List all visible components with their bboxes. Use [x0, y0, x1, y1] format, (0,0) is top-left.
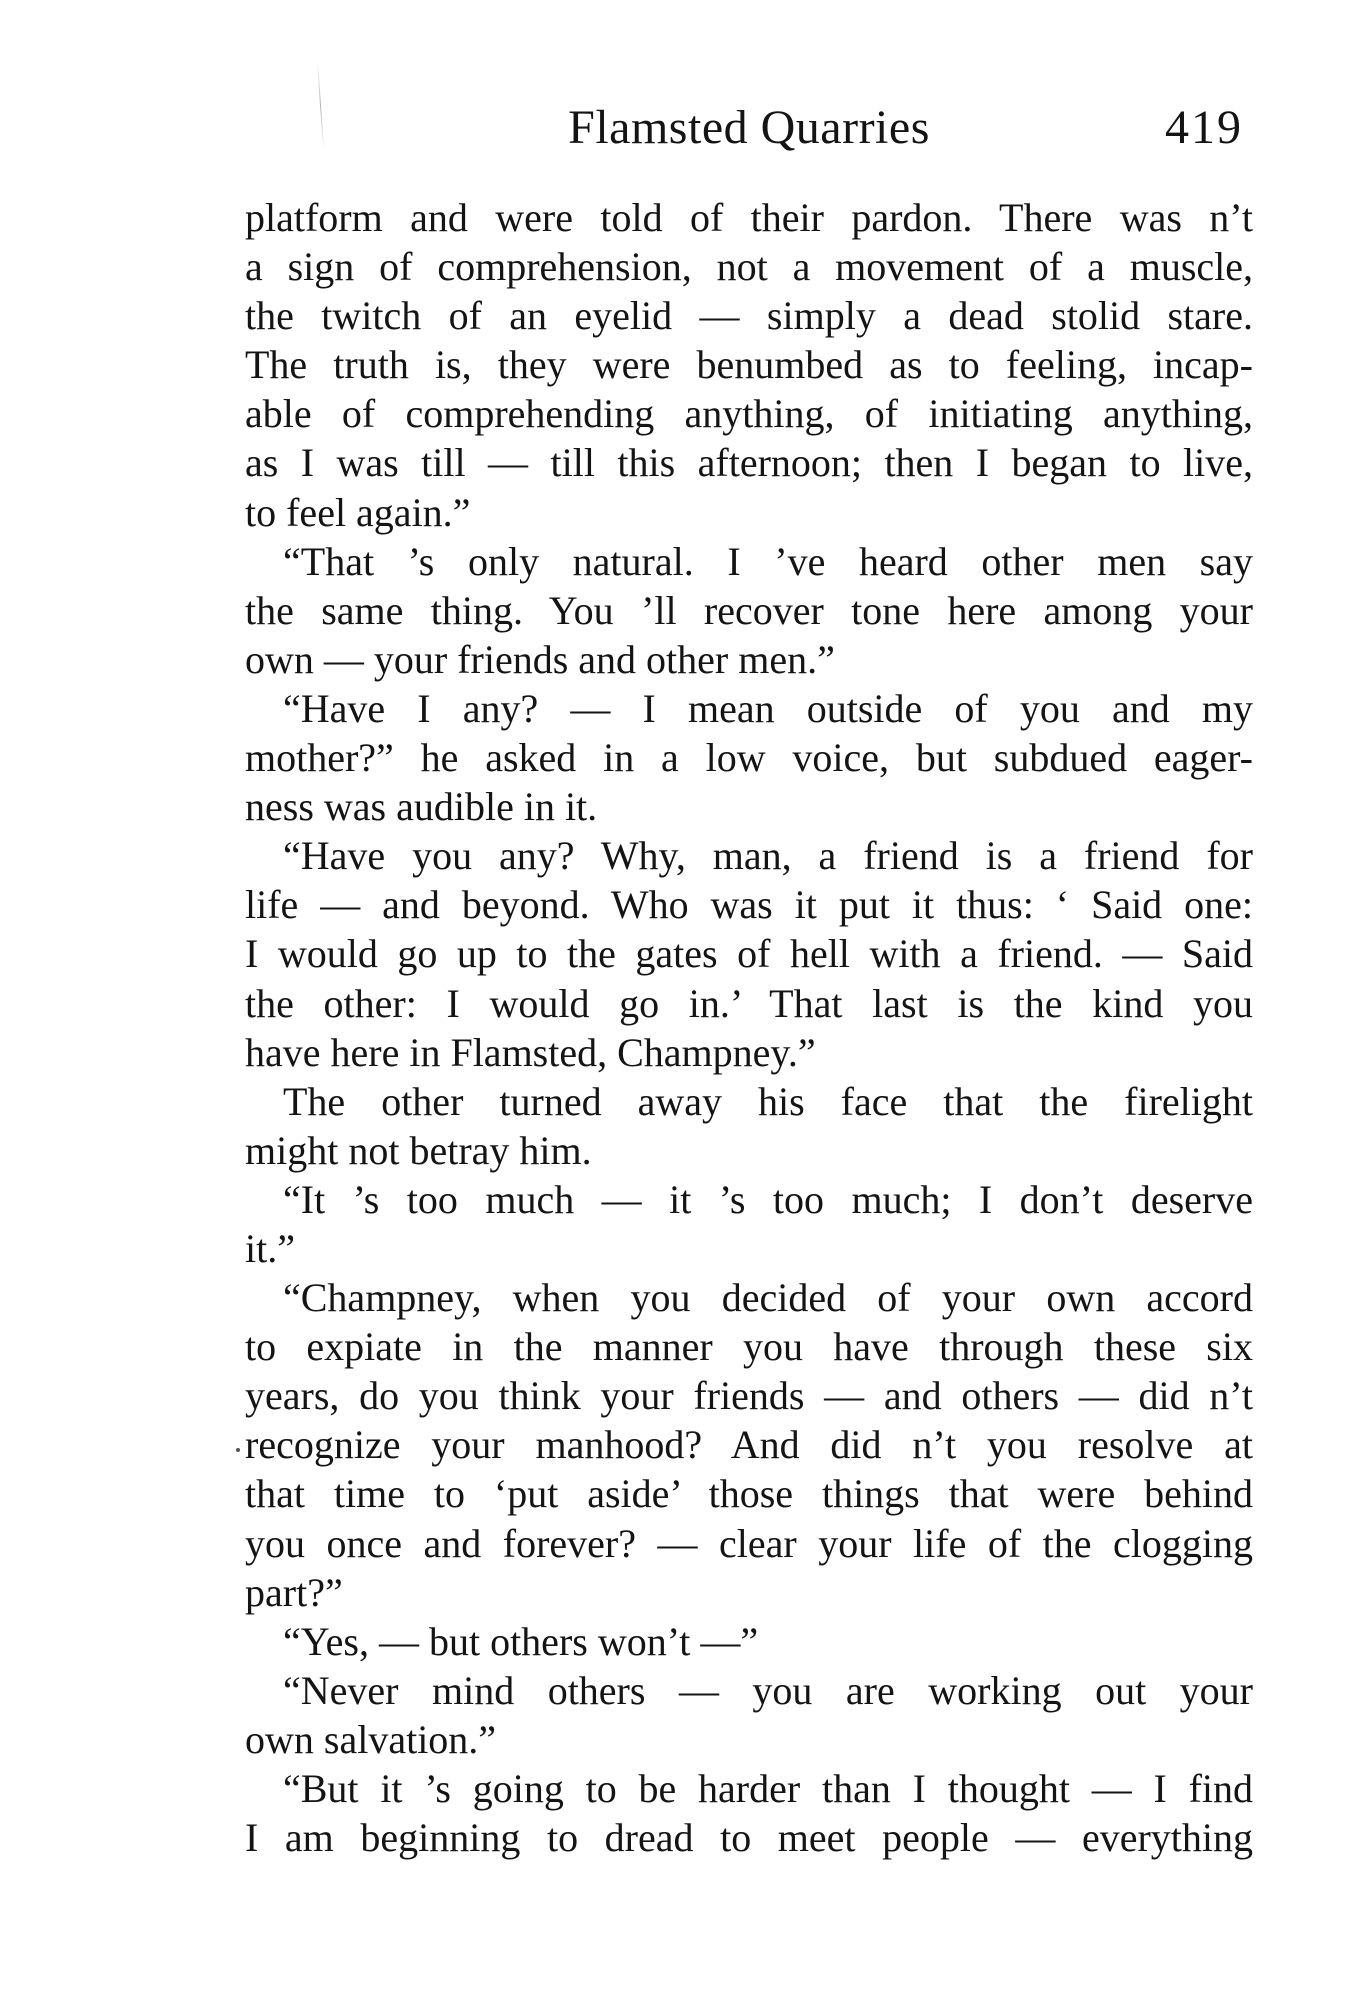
text-line: I would go up to the gates of hell with a friend. — Said — [245, 931, 1253, 977]
page-number: 419 — [1165, 101, 1243, 154]
text-line: “Have I any? — I mean outside of you and my — [283, 685, 1253, 731]
text-line: the twitch of an eyelid — simply a dead stolid stare. — [245, 293, 1253, 339]
text-line: own — your friends and other men.” — [245, 636, 835, 682]
text-line: as I was till — till this afternoon; then I began to live, — [245, 440, 1253, 486]
text-line: years, do you think your friends — and others — did n’t — [245, 1373, 1253, 1419]
text-line: you once and forever? — clear your life of the clogging — [245, 1520, 1253, 1566]
text-line: ness was audible in it. — [245, 784, 598, 830]
text-line: able of comprehending anything, of initiating anything, — [245, 391, 1253, 437]
text-line: “It ’s too much — it ’s too much; I don’t deserve — [283, 1176, 1253, 1222]
text-line: it.” — [245, 1225, 295, 1271]
text-line: to expiate in the manner you have through these six — [245, 1324, 1253, 1370]
text-line: to feel again.” — [245, 489, 471, 535]
margin-ink-dot — [236, 1448, 240, 1452]
text-line: a sign of comprehension, not a movement of a muscle, — [245, 244, 1253, 290]
text-line: “Yes, — but others won’t —” — [283, 1618, 759, 1664]
text-line: have here in Flamsted, Champney.” — [245, 1029, 816, 1075]
text-line: own salvation.” — [245, 1716, 497, 1762]
body-text — [245, 193, 1253, 1862]
text-line: recognize your manhood? And did n’t you resolve at — [245, 1422, 1253, 1468]
page-header — [245, 100, 1253, 170]
text-line: “Champney, when you decided of your own accord — [283, 1275, 1253, 1321]
text-line: The other turned away his face that the firelight — [283, 1078, 1253, 1124]
text-line: that time to ‘put aside’ those things that were behind — [245, 1471, 1253, 1517]
text-line: life — and beyond. Who was it put it thus: ‘ Said one: — [245, 882, 1253, 928]
text-line: mother?” he asked in a low voice, but subdued eager- — [245, 735, 1253, 781]
text-line: I am beginning to dread to meet people — everything — [245, 1815, 1253, 1861]
text-line: “But it ’s going to be harder than I thought — I find — [283, 1766, 1253, 1811]
text-line: the other: I would go in.’ That last is the kind you — [245, 980, 1253, 1026]
text-line: “Have you any? Why, man, a friend is a friend for — [283, 833, 1253, 879]
running-title: Flamsted Quarries — [568, 101, 930, 154]
text-line: The truth is, they were benumbed as to feeling, incap- — [245, 342, 1253, 388]
text-line: “Never mind others — you are working out your — [283, 1667, 1253, 1713]
text-line: platform and were told of their pardon. There was n’t — [245, 195, 1253, 240]
text-line: the same thing. You ’ll recover tone here among your — [245, 587, 1253, 633]
text-line: might not betray him. — [245, 1127, 592, 1173]
text-line: “That ’s only natural. I ’ve heard other men say — [283, 538, 1253, 584]
text-line: part?” — [245, 1569, 343, 1615]
